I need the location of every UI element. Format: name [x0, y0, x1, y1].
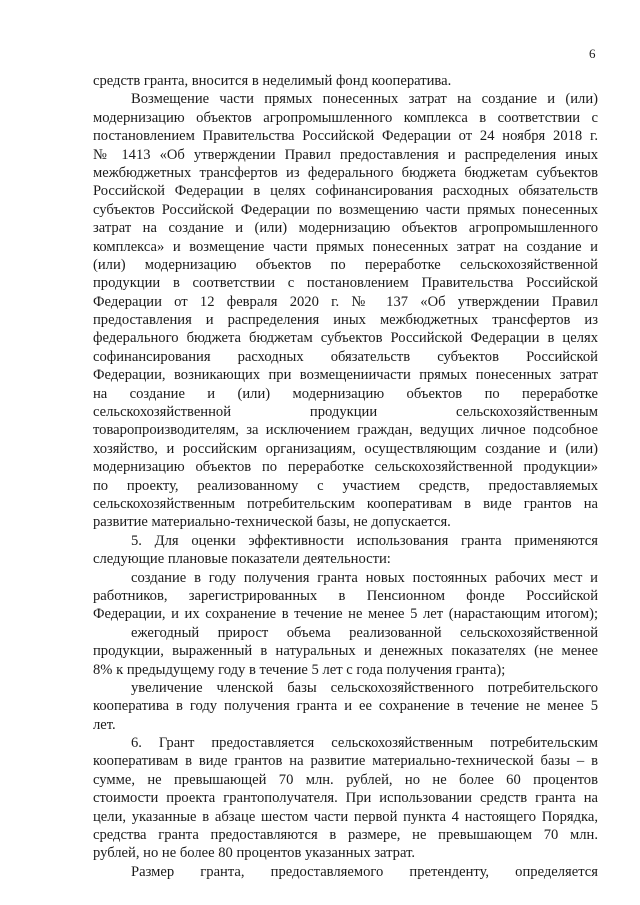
text-line: Федерации, и их сохранение в течение не менее 5 лет (нарастающим итогом); — [93, 606, 598, 623]
text-line: сумме, не превышающей 70 млн. рублей, но не более 60 процентов — [93, 771, 598, 788]
text-line: постановлением Правительства Российской Федерации от 24 ноября 2018 г. — [93, 128, 598, 145]
text-line: ежегодный прирост объема реализованной сельскохозяйственной — [131, 624, 598, 641]
text-line: цели, указанные в абзаце шестом части первой пункта 4 настоящего Порядка, — [93, 808, 598, 825]
text-line: федерального бюджета бюджетам субъектов Российской Федерации в целях — [93, 330, 598, 347]
text-line: лет. — [93, 716, 116, 733]
text-line: Возмещение части прямых понесенных затрат на создание и (или) — [131, 91, 598, 108]
text-line: на создание и (или) модернизацию объектов по переработке — [93, 385, 598, 402]
text-line: № 1413 «Об утверждении Правил предоставления и распределения иных — [93, 146, 598, 163]
text-line: следующие плановые показатели деятельности: — [93, 551, 391, 568]
text-line: предоставления и распределения иных межбюджетных трансфертов из — [93, 312, 598, 329]
page-number: 6 — [589, 46, 596, 61]
text-line: создание в году получения гранта новых постоянных рабочих мест и — [131, 569, 598, 586]
text-line: модернизацию объектов по переработке сельскохозяйственной продукции» — [93, 459, 598, 476]
text-line: Российской Федерации в целях софинансирования расходных обязательств — [93, 183, 598, 200]
text-line: по проекту, реализованному с участием средств, предоставляемых — [93, 477, 598, 494]
text-line: развитие материально-технической базы, не допускается. — [93, 514, 451, 531]
text-line: Федерации от 12 февраля 2020 г. № 137 «Об утверждении Правил — [93, 293, 598, 310]
text-line: затрат на создание и (или) модернизацию объектов агропромышленного — [93, 220, 598, 237]
text-line: работников, зарегистрированных в Пенсионном фонде Российской — [93, 587, 598, 604]
text-line: средств гранта, вносится в неделимый фонд кооператива. — [93, 73, 452, 89]
text-line: софинансирования расходных обязательств субъектов Российской — [93, 348, 598, 365]
text-line: модернизацию объектов агропромышленного комплекса в соответствии с — [93, 109, 598, 126]
text-line: продукции, выраженный в натуральных и денежных показателях (не менее — [93, 643, 598, 660]
text-line: кооператива в году получения гранта и ее сохранение в течение не менее 5 — [93, 698, 598, 715]
text-line: сельскохозяйственным потребительским кооперативам в виде грантов на — [93, 495, 598, 512]
document-body — [93, 72, 598, 881]
text-line: 5. Для оценки эффективности использования гранта применяются — [131, 532, 598, 549]
text-line: сельскохозяйственной продукции сельскохозяйственным — [93, 404, 598, 421]
text-line: хозяйство, и российским организациям, осуществляющим создание и (или) — [93, 440, 598, 457]
text-line: Федерации, возникающих при возмещениичасти прямых понесенных затрат — [93, 367, 598, 384]
text-line: средства гранта предоставляются в размере, не превышающем 70 млн. — [93, 827, 598, 844]
text-line: кооперативам в виде грантов на развитие материально-технической базы – в — [93, 753, 598, 770]
text-line: Размер гранта, предоставляемого претенденту, определяется — [131, 863, 598, 880]
text-line: увеличение членской базы сельскохозяйственного потребительского — [131, 679, 598, 696]
text-line: субъектов Российской Федерации по возмещению части прямых понесенных — [93, 201, 598, 218]
text-line: межбюджетных трансфертов из федерального бюджета бюджетам субъектов — [93, 164, 598, 181]
text-line: (или) модернизацию объектов по переработке сельскохозяйственной — [93, 256, 598, 273]
text-line: комплекса» и возмещение части прямых понесенных затрат на создание и — [93, 238, 598, 255]
text-line: рублей, но не более 80 процентов указанных затрат. — [93, 845, 416, 862]
text-line: стоимости проекта грантополучателя. При использовании средств гранта на — [93, 790, 598, 807]
text-line: продукции в соответствии с постановлением Правительства Российской — [93, 275, 598, 292]
text-line: 6. Грант предоставляется сельскохозяйственным потребительским — [131, 735, 598, 752]
text-line: товаропроизводителям, за исключением граждан, ведущих личное подсобное — [93, 422, 598, 439]
text-line: 8% к предыдущему году в течение 5 лет с года получения гранта); — [93, 661, 506, 678]
